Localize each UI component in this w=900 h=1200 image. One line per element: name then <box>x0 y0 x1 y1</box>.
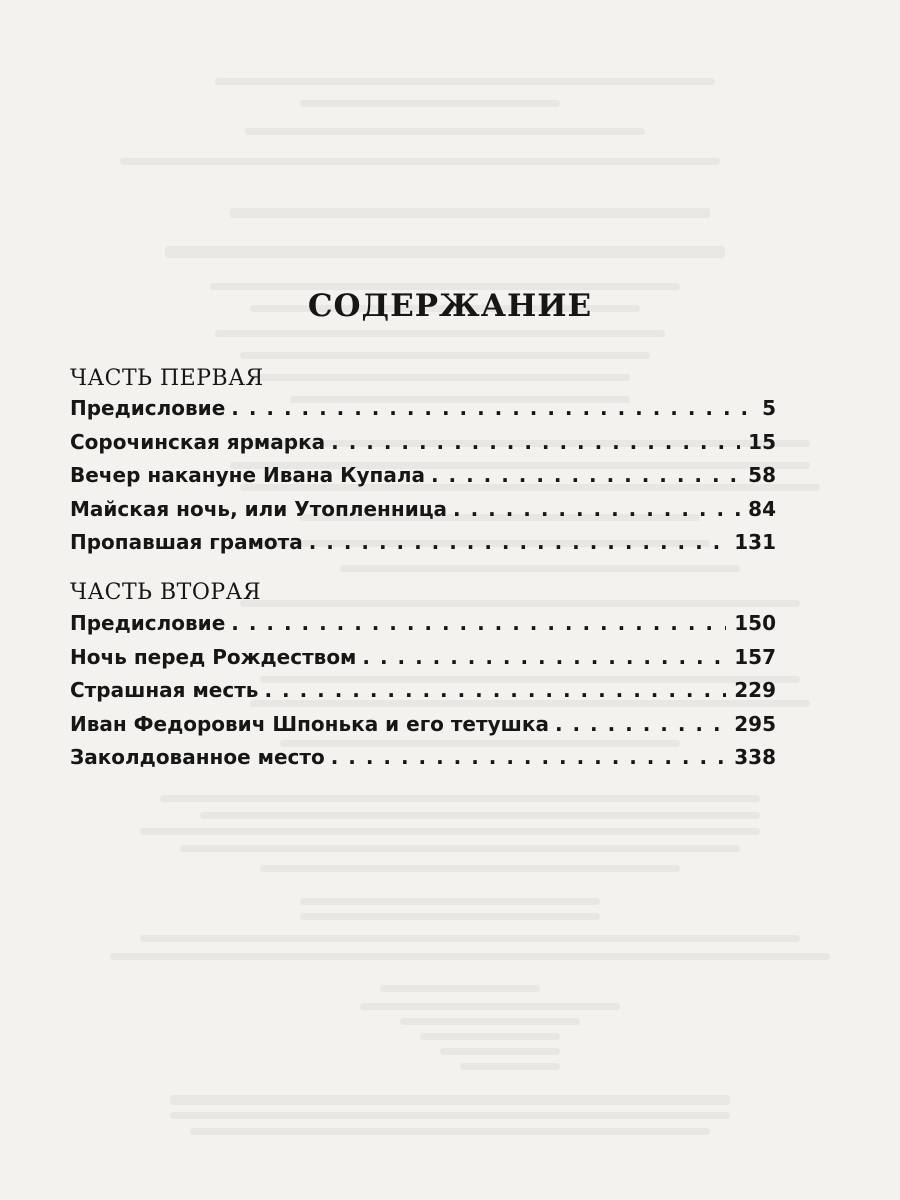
toc-page-number: 15 <box>748 429 776 454</box>
toc-row[interactable] <box>70 678 776 712</box>
toc-entry-title: Сорочинская ярмарка <box>70 429 326 454</box>
toc-page-number: 58 <box>748 463 776 487</box>
dot-leader <box>231 611 726 635</box>
toc-row[interactable] <box>70 497 776 531</box>
toc-section <box>70 396 776 564</box>
toc-row[interactable] <box>70 611 776 645</box>
toc-row[interactable] <box>70 530 776 564</box>
toc-entry-title: Майская ночь, или Утопленница <box>70 496 448 521</box>
part-heading: ЧАСТЬ ВТОРАЯ <box>70 580 262 605</box>
toc-page-number: 295 <box>734 711 776 736</box>
toc-page-number: 131 <box>734 530 776 554</box>
toc-page-number: 150 <box>734 611 776 635</box>
page-title: СОДЕРЖАНИЕ <box>307 288 593 324</box>
dot-leader <box>362 645 726 669</box>
toc-row[interactable] <box>70 463 776 497</box>
toc-page-number: 229 <box>734 678 776 702</box>
toc-entry-title: Пропавшая грамота <box>70 530 303 554</box>
dot-leader <box>331 430 740 454</box>
toc-page-number: 5 <box>762 396 776 420</box>
toc-entry-title: Вечер накануне Ивана Купала <box>70 463 425 487</box>
dot-leader <box>555 712 726 736</box>
toc-page-number: 157 <box>734 644 776 669</box>
dot-leader <box>231 396 754 420</box>
toc-page-number: 338 <box>734 745 776 769</box>
dot-leader <box>309 530 727 554</box>
toc-row[interactable] <box>70 645 776 679</box>
part-heading: ЧАСТЬ ПЕРВАЯ <box>70 366 264 391</box>
toc-entry-title: Предисловие <box>70 611 226 635</box>
toc-page-number: 84 <box>748 496 776 521</box>
dot-leader <box>264 678 726 702</box>
toc-entry-title: Предисловие <box>70 396 226 420</box>
toc-entry-title: Заколдованное место <box>70 745 325 769</box>
toc-entry-title: Ночь перед Рождеством <box>70 644 357 669</box>
toc-entry-title: Страшная месть <box>70 678 259 702</box>
toc-row[interactable] <box>70 430 776 464</box>
toc-section <box>70 611 776 779</box>
toc-entry-title: Иван Федорович Шпонька и его тетушка <box>70 711 549 736</box>
dot-leader <box>453 497 740 521</box>
dot-leader <box>331 745 727 769</box>
toc-row[interactable] <box>70 745 776 779</box>
toc-row[interactable] <box>70 396 776 430</box>
dot-leader <box>431 463 740 487</box>
toc-row[interactable] <box>70 712 776 746</box>
